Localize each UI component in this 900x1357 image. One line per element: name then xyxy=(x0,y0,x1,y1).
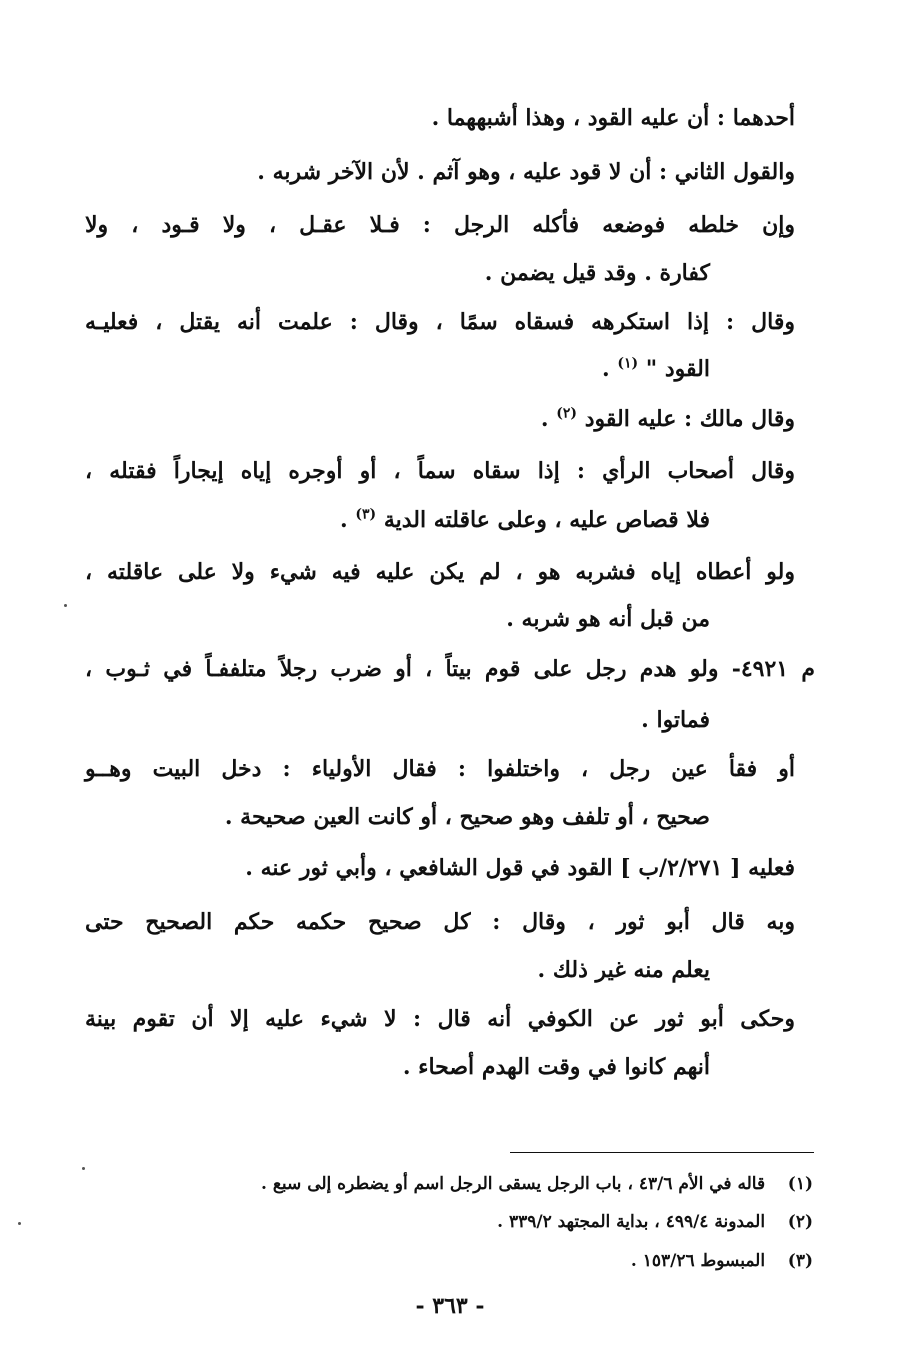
body-text: وقال مالك : عليه القود xyxy=(584,406,795,432)
body-line: صحيح ، أو تلفف وهو صحيح ، أو كانت العين صحيحة . xyxy=(224,804,710,830)
body-line: والقول الثاني : أن لا قود عليه ، وهو آثم . لأن الآخر شربه . xyxy=(257,159,795,185)
body-line: وقال أصحاب الرأي : إذا سقاه سماً ، أو أوجره إياه إيجاراً فقتله ، xyxy=(85,458,795,484)
footnote-marker-2: (٢) xyxy=(556,405,578,422)
scan-speck xyxy=(82,1167,85,1170)
body-line-with-footnote xyxy=(541,404,795,434)
sentence-end: . xyxy=(540,406,549,432)
footnote-3 xyxy=(631,1249,813,1273)
footnote-text: قاله في الأم ٤٣/٦ ، باب الرجل يسقى الرجل اسم أو يضطره إلى سبع . xyxy=(261,1174,766,1194)
sentence-end: . xyxy=(601,356,610,382)
body-line: فعليه [ ٢/٢٧١/ب ] القود في قول الشافعي ، وأبي ثور عنه . xyxy=(245,855,795,881)
body-text: القود " xyxy=(645,356,710,382)
footnote-number: (٣) xyxy=(787,1251,813,1271)
footnote-text: المدونة ٤٩٩/٤ ، بداية المجتهد ٣٣٩/٢ . xyxy=(497,1212,766,1232)
issue-heading-line: م ٤٩٢١- ولو هدم رجل على قوم بيتاً ، أو ضرب رجلاً متلففـاً في ثـوب ، xyxy=(85,656,816,682)
body-line: أو فقأ عين رجل ، واختلفوا : فقال الأولياء : دخل البيت وهــو xyxy=(85,756,795,782)
body-line: يعلم منه غير ذلك . xyxy=(537,957,710,983)
body-text: فلا قصاص عليه ، وعلى عاقلته الدية xyxy=(383,507,710,533)
body-line: وقال : إذا استكرهه فسقاه سمًا ، وقال : علمت أنه يقتل ، فعليـه xyxy=(85,309,795,335)
scan-speck xyxy=(64,604,67,607)
body-line-with-footnote xyxy=(340,505,710,535)
page-number: - ٣٦٣ - xyxy=(415,1293,485,1319)
footnote-number: (٢) xyxy=(787,1212,813,1232)
body-line: من قبل أنه هو شربه . xyxy=(506,606,710,632)
footnote-divider xyxy=(510,1152,814,1153)
sentence-end: . xyxy=(340,507,348,533)
body-line: وحكى أبو ثور عن الكوفي أنه قال : لا شيء عليه إلا أن تقوم بينة xyxy=(85,1006,795,1032)
scan-speck xyxy=(18,1222,21,1225)
footnote-number: (١) xyxy=(787,1174,813,1194)
body-line: فماتوا . xyxy=(641,707,710,733)
body-line: كفارة . وقد قيل يضمن . xyxy=(484,260,710,286)
body-line: أنهم كانوا في وقت الهدم أصحاء . xyxy=(402,1054,710,1080)
footnote-2 xyxy=(497,1210,813,1234)
body-line-with-footnote xyxy=(602,354,710,384)
body-line: ولو أعطاه إياه فشربه هو ، لم يكن عليه فيه شيء ولا على عاقلته ، xyxy=(85,559,795,585)
footnote-text: المبسوط ١٥٣/٢٦ . xyxy=(630,1251,766,1271)
footnote-marker-3: (٣) xyxy=(355,506,377,523)
body-line: وإن خلطه فوضعه فأكله الرجل : فـلا عقـل ، ولا قـود ، ولا xyxy=(85,212,795,238)
footnote-marker-1: (١) xyxy=(617,355,639,372)
body-line: وبه قال أبو ثور ، وقال : كل صحيح حكمه حكم الصحيح حتى xyxy=(85,909,795,935)
body-line: أحدهما : أن عليه القود ، وهذا أشبههما . xyxy=(431,105,795,131)
footnote-1 xyxy=(261,1172,813,1196)
